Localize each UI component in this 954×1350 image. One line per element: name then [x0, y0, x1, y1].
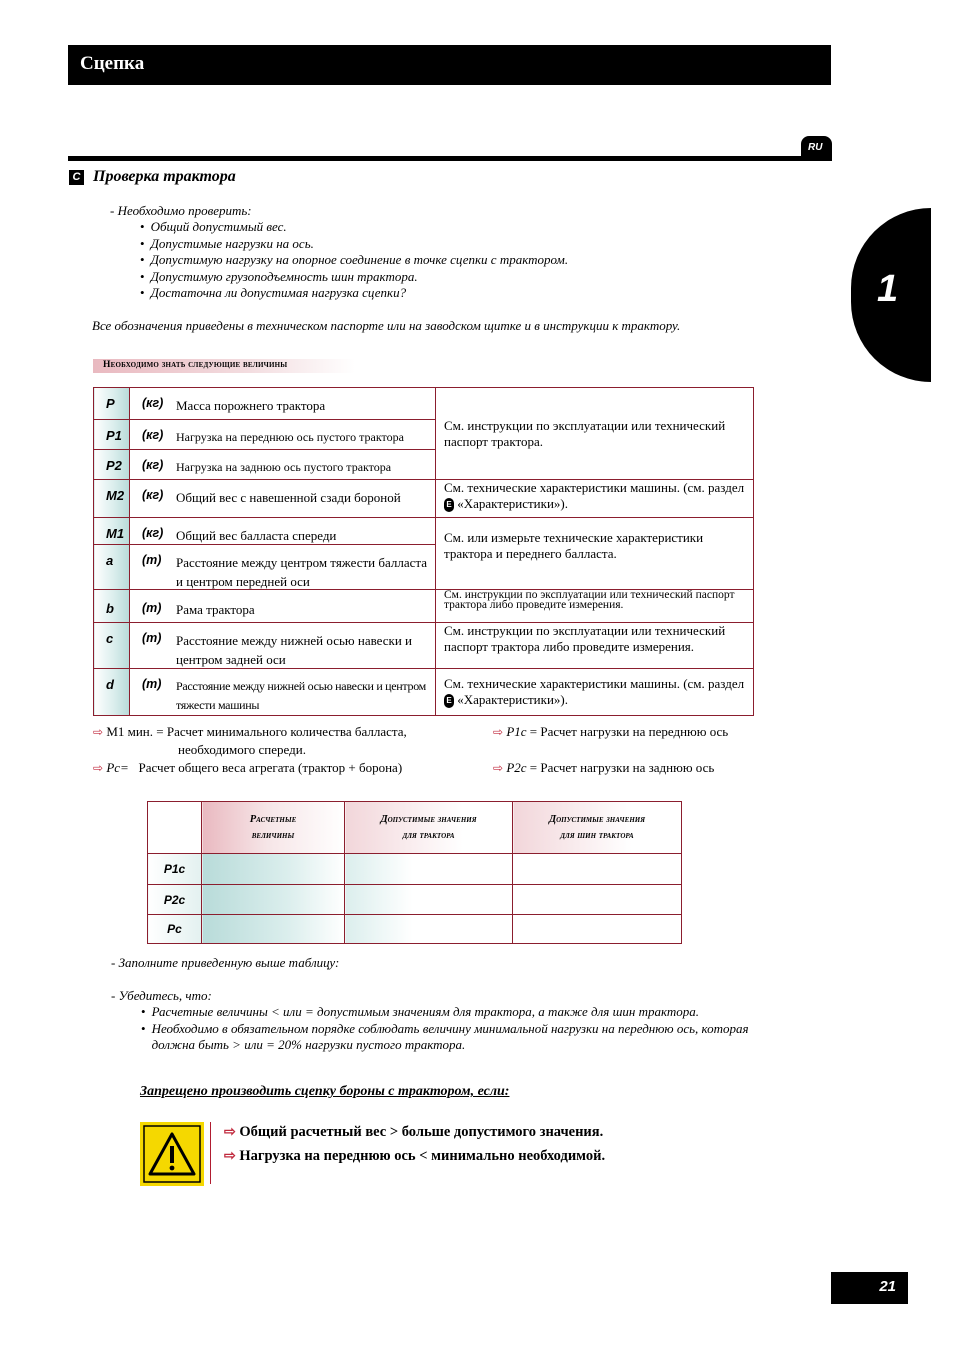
- row-label: Pc: [148, 915, 202, 944]
- corner-cell: [148, 802, 202, 854]
- header-tractor: [345, 802, 513, 854]
- check-item: • Общий допустимый вес.: [140, 219, 568, 236]
- formula-label: P2c: [506, 760, 527, 775]
- header-line: для трактора: [402, 829, 455, 841]
- checks-list: [140, 219, 568, 302]
- header-line: величины: [251, 829, 295, 841]
- arrow-right-icon: ⇨: [224, 1125, 236, 1140]
- warning-text: Нагрузка на переднюю ось < минимально необходимой.: [239, 1148, 606, 1164]
- value-cell[interactable]: [513, 854, 682, 885]
- values-heading: [93, 359, 355, 373]
- language-badge: [801, 136, 832, 161]
- note-text: См. технические характеристики машины. (см. раздел: [444, 676, 745, 691]
- row-unit: (кг): [142, 458, 164, 472]
- section-badge: C: [69, 170, 84, 185]
- ensure-item: Необходимо в обязательном порядке соблюдать величину минимальной нагрузки на переднюю ось, которая должна быть > или = 20% нагрузки пустого трактора.: [151, 1020, 749, 1052]
- section-title: Проверка трактора: [93, 168, 236, 185]
- formula-text: = Расчет нагрузки на переднюю ось: [529, 724, 729, 739]
- row-text: Общий вес балласта спереди: [176, 528, 337, 544]
- warning-title: Запрещено производить сцепку бороны с трактором, если:: [140, 1084, 510, 1099]
- formula-label: Pc=: [106, 760, 129, 775]
- row-desc: [130, 623, 436, 669]
- row-unit: (кг): [142, 396, 164, 410]
- note-text: «Характеристики»).: [457, 496, 568, 511]
- bullet-icon: •: [141, 1020, 146, 1036]
- arrow-right-icon: ⇨: [93, 725, 104, 739]
- row-label: P1c: [148, 854, 202, 885]
- checks-intro: - Необходимо проверить:: [110, 203, 252, 218]
- row-symbol: P2: [94, 450, 130, 480]
- row-unit: (кг): [142, 526, 164, 541]
- note-docs-or-measure: См. инструкции по эксплуатации или технический паспорт трактора либо проведите измерения.: [436, 590, 754, 623]
- page-number: 21: [879, 1278, 896, 1295]
- formula-label: M1 мин. =: [106, 724, 167, 739]
- table-row: [94, 480, 754, 518]
- formula-m1: [93, 724, 407, 740]
- row-text: Расстояние между нижней осью навески и центром тяжести машины: [176, 679, 426, 713]
- check-item: • Допустимую нагрузку на опорное соединение в точке сцепки с трактором.: [140, 252, 568, 269]
- section-rule: [68, 156, 801, 161]
- header-line: Допустимые значения: [548, 813, 646, 825]
- table-row: [94, 590, 754, 623]
- row-symbol: d: [94, 669, 130, 716]
- row-symbol: P1: [94, 420, 130, 450]
- row-text: Масса порожнего трактора: [176, 398, 326, 413]
- ensure-instruction: - Убедитесь, что:: [111, 988, 212, 1003]
- row-symbol: a: [94, 545, 130, 590]
- formula-text: = Расчет нагрузки на заднюю ось: [529, 760, 715, 775]
- row-text: Расстояние между нижней осью навески и центром задней оси: [176, 633, 413, 668]
- arrow-right-icon: ⇨: [224, 1149, 236, 1164]
- warning-text: Общий расчетный вес > больше допустимого значения.: [239, 1124, 604, 1140]
- table-row: [94, 669, 754, 716]
- formula-label: P1c: [506, 724, 527, 739]
- note-docs-or-measure: См. инструкции по эксплуатации или технический паспорт трактора либо проведите измерения.: [436, 623, 754, 669]
- warning-icon: [140, 1122, 204, 1186]
- section-e-icon: E: [444, 498, 454, 512]
- row-text: Нагрузка на заднюю ось пустого трактора: [176, 460, 392, 474]
- arrow-right-icon: ⇨: [93, 761, 104, 775]
- row-unit: (m): [142, 553, 162, 568]
- values-heading-text: Необходимо знать следующие величины: [103, 360, 288, 370]
- row-desc: [130, 545, 436, 590]
- row-unit: (m): [142, 677, 162, 692]
- values-table: [93, 387, 754, 716]
- section-e-icon: E: [444, 694, 454, 708]
- header-line: для шин трактора: [560, 829, 634, 841]
- table-row: [148, 854, 682, 885]
- note-machine-specs: [436, 669, 754, 716]
- table-row: [148, 885, 682, 915]
- table-row: [94, 623, 754, 669]
- formula-text: Расчет минимального количества балласта,: [166, 724, 407, 739]
- chapter-number: 1: [877, 268, 899, 310]
- row-symbol: c: [94, 623, 130, 669]
- row-unit: (кг): [142, 428, 164, 442]
- row-desc: [130, 590, 436, 623]
- check-item: • Достаточна ли допустимая нагрузка сцепки?: [140, 285, 568, 302]
- results-table: [147, 801, 682, 944]
- ensure-item-wrap: [141, 1021, 791, 1054]
- row-unit: (m): [142, 631, 162, 646]
- header-tires: [513, 802, 682, 854]
- row-symbol: b: [94, 590, 130, 623]
- check-item: • Допустимую грузоподъемность шин трактора.: [140, 269, 568, 286]
- warning-divider: [210, 1122, 211, 1184]
- ensure-list: [141, 1004, 791, 1054]
- warning-item: [224, 1124, 603, 1141]
- value-cell[interactable]: [345, 885, 513, 915]
- value-cell[interactable]: [345, 915, 513, 944]
- row-text: Рама трактора: [176, 602, 255, 618]
- note-text: См. технические характеристики машины. (см. раздел: [444, 480, 745, 495]
- row-text: Нагрузка на переднюю ось пустого трактора: [176, 430, 404, 444]
- language-label: RU: [808, 142, 823, 153]
- row-desc: [130, 420, 436, 450]
- row-label: P2c: [148, 885, 202, 915]
- row-unit: (m): [142, 601, 162, 616]
- row-desc: [130, 669, 436, 716]
- note-text: «Характеристики»).: [457, 692, 568, 707]
- row-desc: [130, 450, 436, 480]
- warning-item: [224, 1148, 605, 1165]
- row-symbol: P: [94, 388, 130, 420]
- value-cell[interactable]: [202, 854, 345, 885]
- formula-text: Расчет общего веса агрегата (трактор + борона): [138, 760, 403, 775]
- row-symbol: M2: [94, 480, 130, 518]
- formula-p2c: [493, 760, 714, 776]
- table-header-row: [148, 802, 682, 854]
- note-machine-specs: [436, 480, 754, 518]
- header-line: Допустимые значения: [380, 813, 477, 825]
- chapter-tab: [851, 208, 931, 382]
- row-text: Общий вес с навешенной сзади бороной: [176, 490, 401, 505]
- row-desc: [130, 518, 436, 545]
- header-calculated: [202, 802, 345, 854]
- note-measure: См. или измерьте технические характеристики трактора и переднего балласта.: [436, 518, 754, 590]
- row-desc: [130, 480, 436, 518]
- formula-pc: [93, 760, 402, 776]
- formula-m1-cont: необходимого спереди.: [178, 742, 306, 757]
- row-desc: [130, 388, 436, 420]
- header-line: Расчетные: [249, 813, 297, 825]
- fill-instruction: - Заполните приведенную выше таблицу:: [111, 955, 340, 970]
- value-cell[interactable]: [202, 885, 345, 915]
- formula-p1c: [493, 724, 728, 740]
- value-cell[interactable]: [513, 885, 682, 915]
- table-row: [94, 388, 754, 420]
- header-bar: [68, 45, 831, 85]
- arrow-right-icon: ⇨: [493, 761, 504, 775]
- table-row: [148, 915, 682, 944]
- row-unit: (кг): [142, 488, 164, 502]
- row-text: Расстояние между центром тяжести балласта и центром передней оси: [176, 555, 427, 590]
- row-symbol: M1: [94, 518, 130, 545]
- value-cell[interactable]: [202, 915, 345, 944]
- value-cell[interactable]: [513, 915, 682, 944]
- page-number-box: [831, 1272, 908, 1304]
- ensure-item: • Расчетные величины < или = допустимым значениям для трактора, а также для шин трактора.: [141, 1004, 791, 1021]
- table-row: [94, 518, 754, 545]
- page-title: Сцепка: [80, 53, 145, 74]
- arrow-right-icon: ⇨: [493, 725, 504, 739]
- docs-note: Все обозначения приведены в техническом паспорте или на заводском щитке и в инструкции к трактору.: [92, 318, 681, 333]
- check-item: • Допустимые нагрузки на ось.: [140, 236, 568, 253]
- note-tractor-docs: См. инструкции по эксплуатации или технический паспорт трактора.: [436, 388, 754, 480]
- value-cell[interactable]: [345, 854, 513, 885]
